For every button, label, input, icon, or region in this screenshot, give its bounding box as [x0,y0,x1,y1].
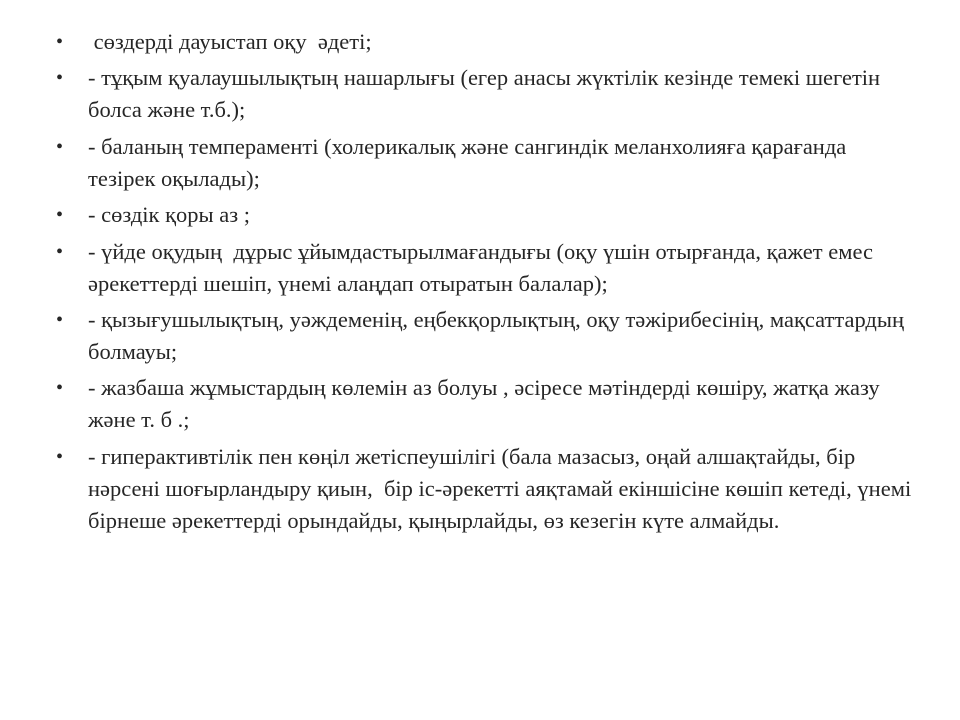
list-item [56,131,916,195]
bullet-icon: • [56,377,64,400]
bullet-icon: • [56,204,64,227]
bullet-list [56,26,916,541]
list-item [56,199,916,231]
bullet-icon: • [56,67,64,90]
bullet-text: - үйде оқудың дұрыс ұйымдастырылмағандығы (оқу үшін отырғанда, қажет емес әрекеттерді шешіп, үнемі алаңдап отыратын балалар); [88,238,879,296]
bullet-text: - қызығушылықтың, уәждеменің, еңбекқорлықтың, оқу тәжірибесінің, мақсаттардың болмауы; [88,306,910,364]
list-item [56,62,916,126]
list-item [56,236,916,300]
list-item [56,372,916,436]
bullet-icon: • [56,240,64,263]
bullet-text: - баланың темпераменті (холерикалық және сангиндік меланхолияға қарағанда тезірек оқылады); [88,133,852,191]
bullet-text: - тұқым қуалаушылықтың нашарлығы (егер анасы жүктілік кезінде темекі шегетін болса және т.б.); [88,65,886,123]
list-item [56,304,916,368]
bullet-icon: • [56,135,64,158]
bullet-text: сөздерді дауыстап оқу әдеті; [88,29,372,54]
bullet-text: - сөздік қоры аз ; [88,202,251,228]
bullet-text: - гиперактивтілік пен көңіл жетіспеушілігі (бала мазасыз, оңай алшақтайды, бір нәрсені шоғырландыру қиын, бір іс-әрекетті аяқтамай екіншісіне көшіп кетеді, үнемі бірнеше әрекеттерді орындайды, қыңырлайды, өз кезегін күте алмайды. [88,443,917,533]
bullet-text: - жазбаша жұмыстардың көлемін аз болуы , әсіресе мәтіндерді көшіру, жатқа жазу және т. б .; [88,375,886,433]
bullet-icon: • [56,445,64,468]
bullet-icon: • [56,308,64,331]
bullet-icon: • [56,31,64,53]
list-item [56,441,916,537]
list-item [56,26,916,58]
